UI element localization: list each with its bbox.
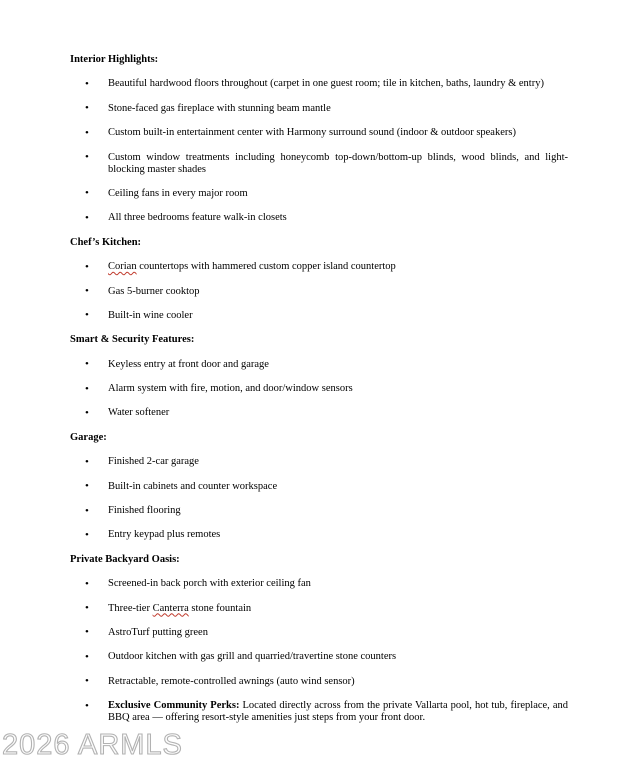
list-item bbox=[70, 505, 570, 517]
text-run: Stone-faced gas fireplace with stunning beam mantle bbox=[108, 102, 331, 114]
list-item bbox=[70, 103, 570, 115]
text-run: Gas 5-burner cooktop bbox=[108, 285, 200, 297]
list-item bbox=[70, 529, 570, 541]
list-item-text bbox=[108, 676, 568, 688]
bullet-icon: • bbox=[85, 358, 89, 371]
text-run: Beautiful hardwood floors throughout (carpet in one guest room; tile in kitchen, baths, laundry & entry) bbox=[108, 78, 544, 90]
bullet-icon: • bbox=[85, 699, 89, 712]
list-item bbox=[70, 456, 570, 468]
text-run: Exclusive Community Perks: bbox=[108, 700, 240, 712]
text-run: Custom built-in entertainment center with Harmony surround sound (indoor & outdoor speakers) bbox=[108, 127, 516, 139]
bullet-icon: • bbox=[85, 602, 89, 615]
text-run: Alarm system with fire, motion, and door/window sensors bbox=[108, 383, 353, 395]
bullet-icon: • bbox=[85, 285, 89, 298]
list-item bbox=[70, 676, 570, 688]
list-item bbox=[70, 407, 570, 419]
bullet-icon: • bbox=[85, 77, 89, 90]
list-item-text bbox=[108, 627, 568, 639]
text-run: stone fountain bbox=[188, 602, 252, 614]
section bbox=[70, 334, 570, 419]
list-item bbox=[70, 383, 570, 395]
bullet-icon: • bbox=[85, 675, 89, 688]
section bbox=[70, 237, 570, 322]
text-run: Finished 2-car garage bbox=[108, 456, 199, 468]
list-item-text bbox=[108, 127, 568, 139]
text-run: Retractable, remote-controlled awnings (auto wind sensor) bbox=[108, 675, 355, 687]
misspelled-word: Canterra bbox=[152, 602, 189, 614]
list-item bbox=[70, 700, 570, 724]
list-item bbox=[70, 310, 570, 322]
bullet-icon: • bbox=[85, 126, 89, 139]
list-item bbox=[70, 578, 570, 590]
text-run: Built-in wine cooler bbox=[108, 309, 193, 321]
bullet-icon: • bbox=[85, 626, 89, 639]
list-item-text bbox=[108, 456, 568, 468]
list-item-text bbox=[108, 359, 568, 371]
list-item-text bbox=[108, 651, 568, 663]
list-item-text bbox=[108, 529, 568, 541]
text-run: Built-in cabinets and counter workspace bbox=[108, 480, 278, 492]
section-heading: Chef’s Kitchen: bbox=[70, 236, 142, 248]
list-item bbox=[70, 627, 570, 639]
text-run: Keyless entry at front door and garage bbox=[108, 358, 269, 370]
section bbox=[70, 432, 570, 542]
list-item bbox=[70, 286, 570, 298]
list-item-text bbox=[108, 310, 568, 322]
armls-watermark: 2026 ARMLS bbox=[2, 729, 183, 761]
list-item bbox=[70, 359, 570, 371]
text-run: Outdoor kitchen with gas grill and quarried/travertine stone counters bbox=[108, 651, 397, 663]
text-run: Water softener bbox=[108, 407, 170, 419]
text-run: AstroTurf putting green bbox=[108, 626, 208, 638]
list-item-text bbox=[108, 603, 568, 615]
bullet-icon: • bbox=[85, 480, 89, 493]
bullet-icon: • bbox=[85, 260, 89, 273]
list-item-text bbox=[108, 261, 568, 273]
list-item bbox=[70, 651, 570, 663]
list-item-text bbox=[108, 383, 568, 395]
list-item bbox=[70, 481, 570, 493]
text-run: Custom window treatments including honeycomb top-down/bottom-up blinds, wood blinds, and light-blocking master shades bbox=[108, 151, 568, 175]
list-item-text bbox=[108, 212, 568, 224]
bullet-icon: • bbox=[85, 455, 89, 468]
list-item-text bbox=[108, 78, 568, 90]
misspelled-word: Corian bbox=[108, 261, 137, 273]
text-run: Located directly across from the private Vallarta pool, hot tub, fireplace, and BBQ area — offering resort-style amenities just steps from your front door. bbox=[108, 700, 568, 724]
text-run: Entry keypad plus remotes bbox=[108, 529, 221, 541]
bullet-icon: • bbox=[85, 102, 89, 115]
list-item-text bbox=[108, 407, 568, 419]
text-run: All three bedrooms feature walk-in closets bbox=[108, 212, 287, 224]
list-item bbox=[70, 188, 570, 200]
bullet-icon: • bbox=[85, 577, 89, 590]
list-item-text bbox=[108, 481, 568, 493]
list-item-text bbox=[108, 152, 568, 176]
text-run: Ceiling fans in every major room bbox=[108, 187, 248, 199]
bullet-icon: • bbox=[85, 504, 89, 517]
bullet-icon: • bbox=[85, 528, 89, 541]
section-heading: Interior Highlights: bbox=[70, 54, 159, 65]
list-item bbox=[70, 152, 570, 176]
list-item-text bbox=[108, 103, 568, 115]
list-item-text bbox=[108, 505, 568, 517]
text-run: countertops with hammered custom copper island countertop bbox=[136, 261, 396, 273]
document-body bbox=[70, 54, 570, 737]
bullet-icon: • bbox=[85, 309, 89, 322]
section bbox=[70, 554, 570, 724]
list-item bbox=[70, 78, 570, 90]
bullet-icon: • bbox=[85, 406, 89, 419]
text-run: Three-tier bbox=[108, 602, 153, 614]
section-heading: Private Backyard Oasis: bbox=[70, 553, 180, 565]
bullet-icon: • bbox=[85, 151, 89, 164]
section-heading: Garage: bbox=[70, 431, 107, 443]
list-item bbox=[70, 127, 570, 139]
list-item-text bbox=[108, 286, 568, 298]
list-item-text bbox=[108, 188, 568, 200]
section-heading: Smart & Security Features: bbox=[70, 334, 195, 346]
text-run: Finished flooring bbox=[108, 505, 181, 517]
list-item-text bbox=[108, 578, 568, 590]
bullet-icon: • bbox=[85, 187, 89, 200]
list-item-text bbox=[108, 700, 568, 724]
bullet-icon: • bbox=[85, 382, 89, 395]
list-item bbox=[70, 603, 570, 615]
bullet-icon: • bbox=[85, 211, 89, 224]
bullet-icon: • bbox=[85, 650, 89, 663]
list-item bbox=[70, 212, 570, 224]
section bbox=[70, 54, 570, 224]
text-run: Screened-in back porch with exterior ceiling fan bbox=[108, 578, 311, 590]
list-item bbox=[70, 261, 570, 273]
